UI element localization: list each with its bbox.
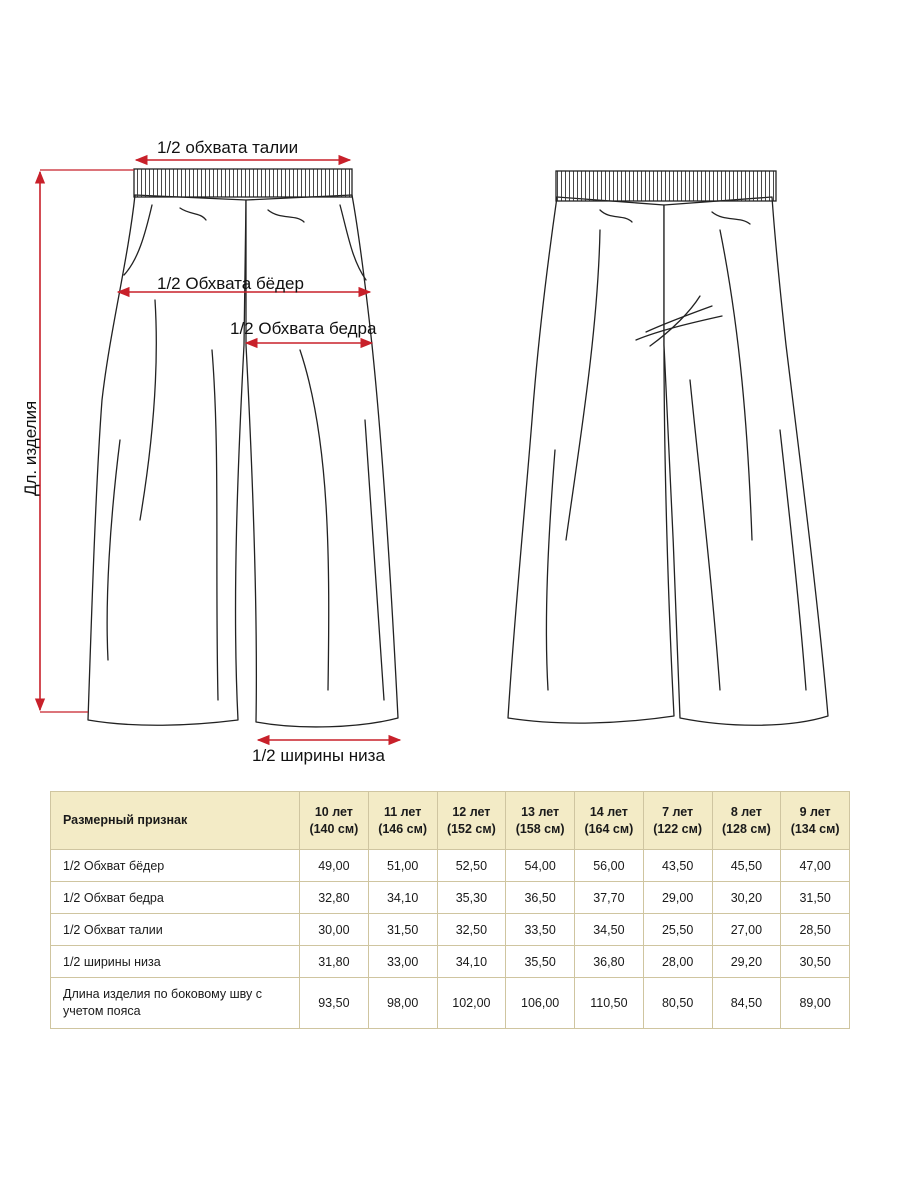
size-header: 13 лет (158 см)	[506, 792, 575, 850]
measurement-cell: 28,50	[781, 914, 850, 946]
row-label: 1/2 Обхват талии	[51, 914, 300, 946]
thigh-label: 1/2 Обхвата бедра	[230, 319, 377, 338]
hem-label: 1/2 ширины низа	[252, 746, 385, 765]
back-waistband	[556, 171, 776, 201]
measurement-cell: 31,50	[368, 914, 437, 946]
measurement-cell: 47,00	[781, 850, 850, 882]
measurement-cell: 34,10	[368, 882, 437, 914]
measurement-cell: 32,80	[300, 882, 369, 914]
size-header: 14 лет (164 см)	[575, 792, 644, 850]
table-row	[51, 978, 850, 1029]
back-right-leg	[664, 197, 828, 725]
length-label: Дл. изделия	[21, 400, 40, 496]
measurement-cell: 49,00	[300, 850, 369, 882]
measurement-cell: 106,00	[506, 978, 575, 1029]
measurement-cell: 110,50	[575, 978, 644, 1029]
measurement-cell: 34,10	[437, 946, 506, 978]
hips-label: 1/2 Обхвата бёдер	[157, 274, 304, 293]
measurement-cell: 52,50	[437, 850, 506, 882]
measurement-cell: 30,20	[712, 882, 781, 914]
table-row	[51, 946, 850, 978]
table-row	[51, 850, 850, 882]
measurement-cell: 29,00	[643, 882, 712, 914]
pants-front-view	[88, 169, 398, 727]
measurement-cell: 56,00	[575, 850, 644, 882]
row-label: Длина изделия по боковому шву с учетом пояса	[51, 978, 300, 1029]
measurement-cell: 35,50	[506, 946, 575, 978]
size-header: 8 лет (128 см)	[712, 792, 781, 850]
table-header-row	[51, 792, 850, 850]
pants-back-view	[508, 171, 828, 725]
measurement-cell: 43,50	[643, 850, 712, 882]
measurement-cell: 33,00	[368, 946, 437, 978]
measurement-cell: 45,50	[712, 850, 781, 882]
measurement-cell: 34,50	[575, 914, 644, 946]
size-header: 10 лет (140 см)	[300, 792, 369, 850]
waist-label: 1/2 обхвата талии	[157, 138, 299, 157]
measurement-cell: 25,50	[643, 914, 712, 946]
measurement-cell: 37,70	[575, 882, 644, 914]
measurement-cell: 84,50	[712, 978, 781, 1029]
feature-header: Размерный признак	[51, 792, 300, 850]
measurement-cell: 32,50	[437, 914, 506, 946]
measurement-cell: 93,50	[300, 978, 369, 1029]
size-header: 12 лет (152 см)	[437, 792, 506, 850]
measurement-cell: 80,50	[643, 978, 712, 1029]
size-header: 7 лет (122 см)	[643, 792, 712, 850]
measurement-cell: 30,50	[781, 946, 850, 978]
size-header: 9 лет (134 см)	[781, 792, 850, 850]
measurement-cell: 30,00	[300, 914, 369, 946]
measurement-cell: 29,20	[712, 946, 781, 978]
measurement-cell: 33,50	[506, 914, 575, 946]
measurement-cell: 36,80	[575, 946, 644, 978]
measurement-cell: 28,00	[643, 946, 712, 978]
measurement-cell: 51,00	[368, 850, 437, 882]
measurement-cell: 54,00	[506, 850, 575, 882]
table-row	[51, 882, 850, 914]
back-left-leg	[508, 197, 674, 723]
measurement-cell: 98,00	[368, 978, 437, 1029]
table-row	[51, 914, 850, 946]
size-header: 11 лет (146 см)	[368, 792, 437, 850]
measurement-cell: 31,50	[781, 882, 850, 914]
row-label: 1/2 Обхват бёдер	[51, 850, 300, 882]
measurement-cell: 89,00	[781, 978, 850, 1029]
front-waistband	[134, 169, 352, 197]
measurement-cell: 31,80	[300, 946, 369, 978]
row-label: 1/2 Обхват бедра	[51, 882, 300, 914]
measurement-cell: 35,30	[437, 882, 506, 914]
size-table	[50, 791, 850, 1029]
measurement-cell: 102,00	[437, 978, 506, 1029]
row-label: 1/2 ширины низа	[51, 946, 300, 978]
measurement-cell: 27,00	[712, 914, 781, 946]
measurement-cell: 36,50	[506, 882, 575, 914]
